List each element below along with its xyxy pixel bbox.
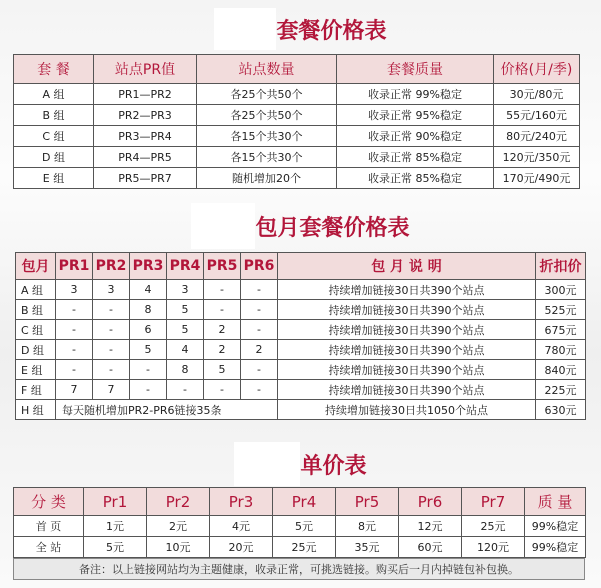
table-cell: F 组 [16, 380, 56, 400]
table-cell: 各15个共30个 [197, 147, 337, 168]
header-cell: 站点数量 [197, 55, 337, 84]
table-cell: 225元 [536, 380, 586, 400]
table-header-row [14, 55, 580, 84]
table-cell: 525元 [536, 300, 586, 320]
table-cell: 6 [130, 320, 167, 340]
header-cell: PR4 [167, 253, 204, 280]
table-cell: 收录正常 85%稳定 [337, 147, 494, 168]
table-cell: 1元 [84, 516, 147, 537]
table-cell: PR5—PR7 [94, 168, 197, 189]
table-cell: 全 站 [14, 537, 84, 558]
table-cell: 各15个共30个 [197, 126, 337, 147]
table-cell: - [241, 360, 278, 380]
table-cell: - [93, 300, 130, 320]
table-cell: 4元 [210, 516, 273, 537]
table-cell: A 组 [14, 84, 94, 105]
section3-title: 单价表 [300, 453, 367, 479]
table-row [14, 147, 580, 168]
header-cell: PR6 [241, 253, 278, 280]
table-cell: 80元/240元 [494, 126, 580, 147]
section1-title: 套餐价格表 [276, 18, 387, 44]
header-cell: 套餐质量 [337, 55, 494, 84]
table-cell: 持续增加链接30日共1050个站点 [278, 400, 536, 420]
table-row [16, 280, 586, 300]
table-cell: 55元/160元 [494, 105, 580, 126]
table-cell: 收录正常 90%稳定 [337, 126, 494, 147]
table-cell: 4 [167, 340, 204, 360]
section1-title-row [0, 8, 601, 54]
table-cell: 首 页 [14, 516, 84, 537]
table-row [14, 537, 586, 558]
table-cell: 2 [204, 340, 241, 360]
table-cell: 持续增加链接30日共390个站点 [278, 340, 536, 360]
table-cell: PR1—PR2 [94, 84, 197, 105]
table-cell-merged: 每天随机增加PR2-PR6链接35条 [56, 400, 278, 420]
table-cell: 持续增加链接30日共390个站点 [278, 300, 536, 320]
table-cell: 5 [130, 340, 167, 360]
table-cell: 840元 [536, 360, 586, 380]
header-cell: PR5 [204, 253, 241, 280]
table-cell: 各25个共50个 [197, 84, 337, 105]
table-cell: 持续增加链接30日共390个站点 [278, 380, 536, 400]
table-cell: 25元 [462, 516, 525, 537]
header-cell: Pr2 [147, 488, 210, 516]
table-cell: 各25个共50个 [197, 105, 337, 126]
table-cell: 120元/350元 [494, 147, 580, 168]
header-cell: 分 类 [14, 488, 84, 516]
redacted-block [191, 203, 255, 249]
table-cell: PR4—PR5 [94, 147, 197, 168]
section2-title-row [0, 203, 601, 253]
table-cell: 持续增加链接30日共390个站点 [278, 320, 536, 340]
table-cell: 持续增加链接30日共390个站点 [278, 360, 536, 380]
header-cell: Pr3 [210, 488, 273, 516]
table-row [14, 516, 586, 537]
table-cell: 5 [204, 360, 241, 380]
table-cell: 10元 [147, 537, 210, 558]
table-cell: 收录正常 95%稳定 [337, 105, 494, 126]
table-cell: - [56, 320, 93, 340]
table-cell: 5元 [273, 516, 336, 537]
unit-price-table [13, 487, 586, 558]
table-cell: 120元 [462, 537, 525, 558]
header-cell: 站点PR值 [94, 55, 197, 84]
table-cell: - [241, 320, 278, 340]
table-cell: 35元 [336, 537, 399, 558]
table-row [16, 360, 586, 380]
table-cell: E 组 [16, 360, 56, 380]
table-header-row [14, 488, 586, 516]
header-cell: Pr5 [336, 488, 399, 516]
table-header-row [16, 253, 586, 280]
table-cell: 随机增加20个 [197, 168, 337, 189]
table-cell: 收录正常 85%稳定 [337, 168, 494, 189]
table-row [16, 320, 586, 340]
table-cell: 630元 [536, 400, 586, 420]
header-cell: 套 餐 [14, 55, 94, 84]
table-cell: - [93, 340, 130, 360]
redacted-block [214, 8, 276, 50]
monthly-package-table [15, 252, 586, 420]
table-cell: H 组 [16, 400, 56, 420]
table-cell: 3 [93, 280, 130, 300]
table-cell: - [56, 360, 93, 380]
footnote: 备注：以上链接网站均为主题健康，收录正常，可挑选链接。购买后一月内掉链包补包换。 [13, 558, 585, 580]
table-cell: 8元 [336, 516, 399, 537]
header-cell: Pr1 [84, 488, 147, 516]
table-row [14, 126, 580, 147]
table-cell: 60元 [399, 537, 462, 558]
table-row [16, 380, 586, 400]
section3-title-row [0, 442, 601, 490]
redacted-block [234, 442, 300, 486]
table-cell: 收录正常 99%稳定 [337, 84, 494, 105]
table-cell: 5元 [84, 537, 147, 558]
table-cell: - [167, 380, 204, 400]
header-cell: Pr6 [399, 488, 462, 516]
table-cell: 20元 [210, 537, 273, 558]
header-cell: Pr7 [462, 488, 525, 516]
table-cell: C 组 [16, 320, 56, 340]
table-cell: 780元 [536, 340, 586, 360]
header-cell: PR2 [93, 253, 130, 280]
header-cell: PR1 [56, 253, 93, 280]
table-cell: 3 [167, 280, 204, 300]
table-row [14, 105, 580, 126]
table-cell: - [93, 360, 130, 380]
table-cell: C 组 [14, 126, 94, 147]
table-cell: - [130, 380, 167, 400]
header-cell: Pr4 [273, 488, 336, 516]
table-row [16, 340, 586, 360]
table-cell: - [204, 380, 241, 400]
table-cell: 持续增加链接30日共390个站点 [278, 280, 536, 300]
table-row [14, 168, 580, 189]
table-cell: A 组 [16, 280, 56, 300]
table-cell: D 组 [14, 147, 94, 168]
table-cell: - [56, 300, 93, 320]
table-cell: - [204, 280, 241, 300]
table-cell: 2 [204, 320, 241, 340]
table-cell: 12元 [399, 516, 462, 537]
table-cell: 3 [56, 280, 93, 300]
table-cell: 2元 [147, 516, 210, 537]
table-cell: E 组 [14, 168, 94, 189]
header-cell: 包 月 说 明 [278, 253, 536, 280]
header-cell: 折扣价 [536, 253, 586, 280]
table-cell: - [93, 320, 130, 340]
table-cell: 675元 [536, 320, 586, 340]
table-cell: D 组 [16, 340, 56, 360]
table-cell: 170元/490元 [494, 168, 580, 189]
table-cell: - [241, 280, 278, 300]
table-cell: 4 [130, 280, 167, 300]
table-cell: - [241, 380, 278, 400]
table-cell: 99%稳定 [525, 516, 586, 537]
header-cell: 包月 [16, 253, 56, 280]
table-cell: 25元 [273, 537, 336, 558]
table-cell: - [204, 300, 241, 320]
table-cell: PR2—PR3 [94, 105, 197, 126]
table-cell: PR3—PR4 [94, 126, 197, 147]
table-cell: 8 [130, 300, 167, 320]
table-cell: 7 [93, 380, 130, 400]
table-cell: 5 [167, 320, 204, 340]
table-cell: 2 [241, 340, 278, 360]
table-cell: - [56, 340, 93, 360]
table-cell: 300元 [536, 280, 586, 300]
table-row [14, 84, 580, 105]
package-price-table [13, 54, 580, 189]
table-cell: 8 [167, 360, 204, 380]
table-cell: B 组 [14, 105, 94, 126]
table-cell: - [130, 360, 167, 380]
table-cell: B 组 [16, 300, 56, 320]
table-cell: 5 [167, 300, 204, 320]
header-cell: 质 量 [525, 488, 586, 516]
table-row [16, 300, 586, 320]
table-cell: 7 [56, 380, 93, 400]
table-row [16, 400, 586, 420]
table-cell: - [241, 300, 278, 320]
header-cell: PR3 [130, 253, 167, 280]
table-cell: 99%稳定 [525, 537, 586, 558]
header-cell: 价格(月/季) [494, 55, 580, 84]
section2-title: 包月套餐价格表 [255, 215, 410, 241]
table-cell: 30元/80元 [494, 84, 580, 105]
